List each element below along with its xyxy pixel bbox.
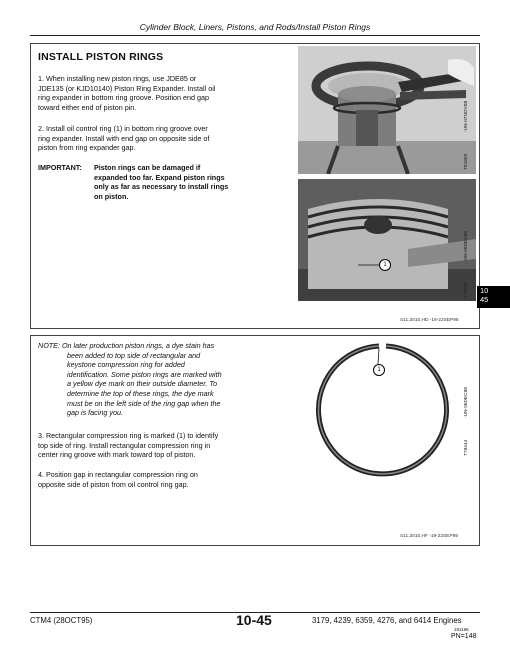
footer-engines: 3179, 4239, 6359, 4276, and 6414 Engines — [312, 616, 462, 625]
step-4-text: 4. Position gap in rectangular compression ring on opposite side of piston from oil control ring gap. — [38, 470, 198, 489]
photo1-code: T81800 — [464, 153, 469, 170]
important-text: Piston rings can be damaged if expanded too far. Expand piston rings only as far as necessary to install rings on piston. — [94, 163, 229, 201]
section-heading: INSTALL PISTON RINGS — [38, 51, 164, 63]
step-2-text: 2. Install oil control ring (1) in bottom ring groove over ring expander. Install with end gap on opposite side of piston from ring expander gap. — [38, 124, 210, 153]
important-label: IMPORTANT: — [38, 163, 82, 172]
photo2-callout: 1 — [379, 259, 391, 271]
footer-manual: CTM4 (28OCT95) — [30, 616, 93, 625]
footer-pn: PN=148 — [451, 633, 477, 640]
chapter-tab: 10 45 — [477, 286, 510, 308]
page-header: Cylinder Block, Liners, Pistons, and Rods/Install Piston Rings — [139, 22, 371, 32]
photo3-callout: 1 — [373, 364, 385, 376]
photo2-id: -UN-06DEC88 — [464, 231, 469, 262]
photo1-id: -UN-07NOV88 — [464, 100, 469, 132]
footer-code: 191196 — [454, 627, 469, 632]
dye-stain-note: NOTE: On later production piston rings, a dye stain has been added to top side of rectangular and keystone compression ring for added identification. Some piston rings are marked with a yellow dye mark on their outside diameter. To determine the top of these rings, the dye mark must be on the left side of the ring gap when the gap is facing you. — [38, 341, 222, 418]
photo3-code: T78444 — [464, 439, 469, 456]
step-1-text: 1. When installing new piston rings, use JDE85 or JDE135 (or KJD10140) Piston Ring Expander. Install oil ring expander in bottom ring groove. Position end gap toward either end of piston pin. — [38, 74, 216, 112]
step-3-text: 3. Rectangular compression ring is marked (1) to identify top side of ring. Install rectangular compression ring in center ring groove with mark toward top of piston. — [38, 431, 219, 460]
header-rule — [30, 35, 480, 36]
photo2-code: T78443 — [464, 281, 469, 298]
page-number: 10-45 — [236, 612, 272, 628]
photo-piston-oil-ring — [298, 179, 476, 301]
photo-compression-ring — [298, 338, 476, 478]
section2-caption: S11,2010,HF -19-22SEP95 — [400, 534, 459, 539]
section1-caption: S11,2010,HD -19-22SEP95 — [400, 318, 459, 323]
photo3-id: -UN-06DEC88 — [464, 387, 469, 418]
photo-ring-expander — [298, 46, 476, 174]
